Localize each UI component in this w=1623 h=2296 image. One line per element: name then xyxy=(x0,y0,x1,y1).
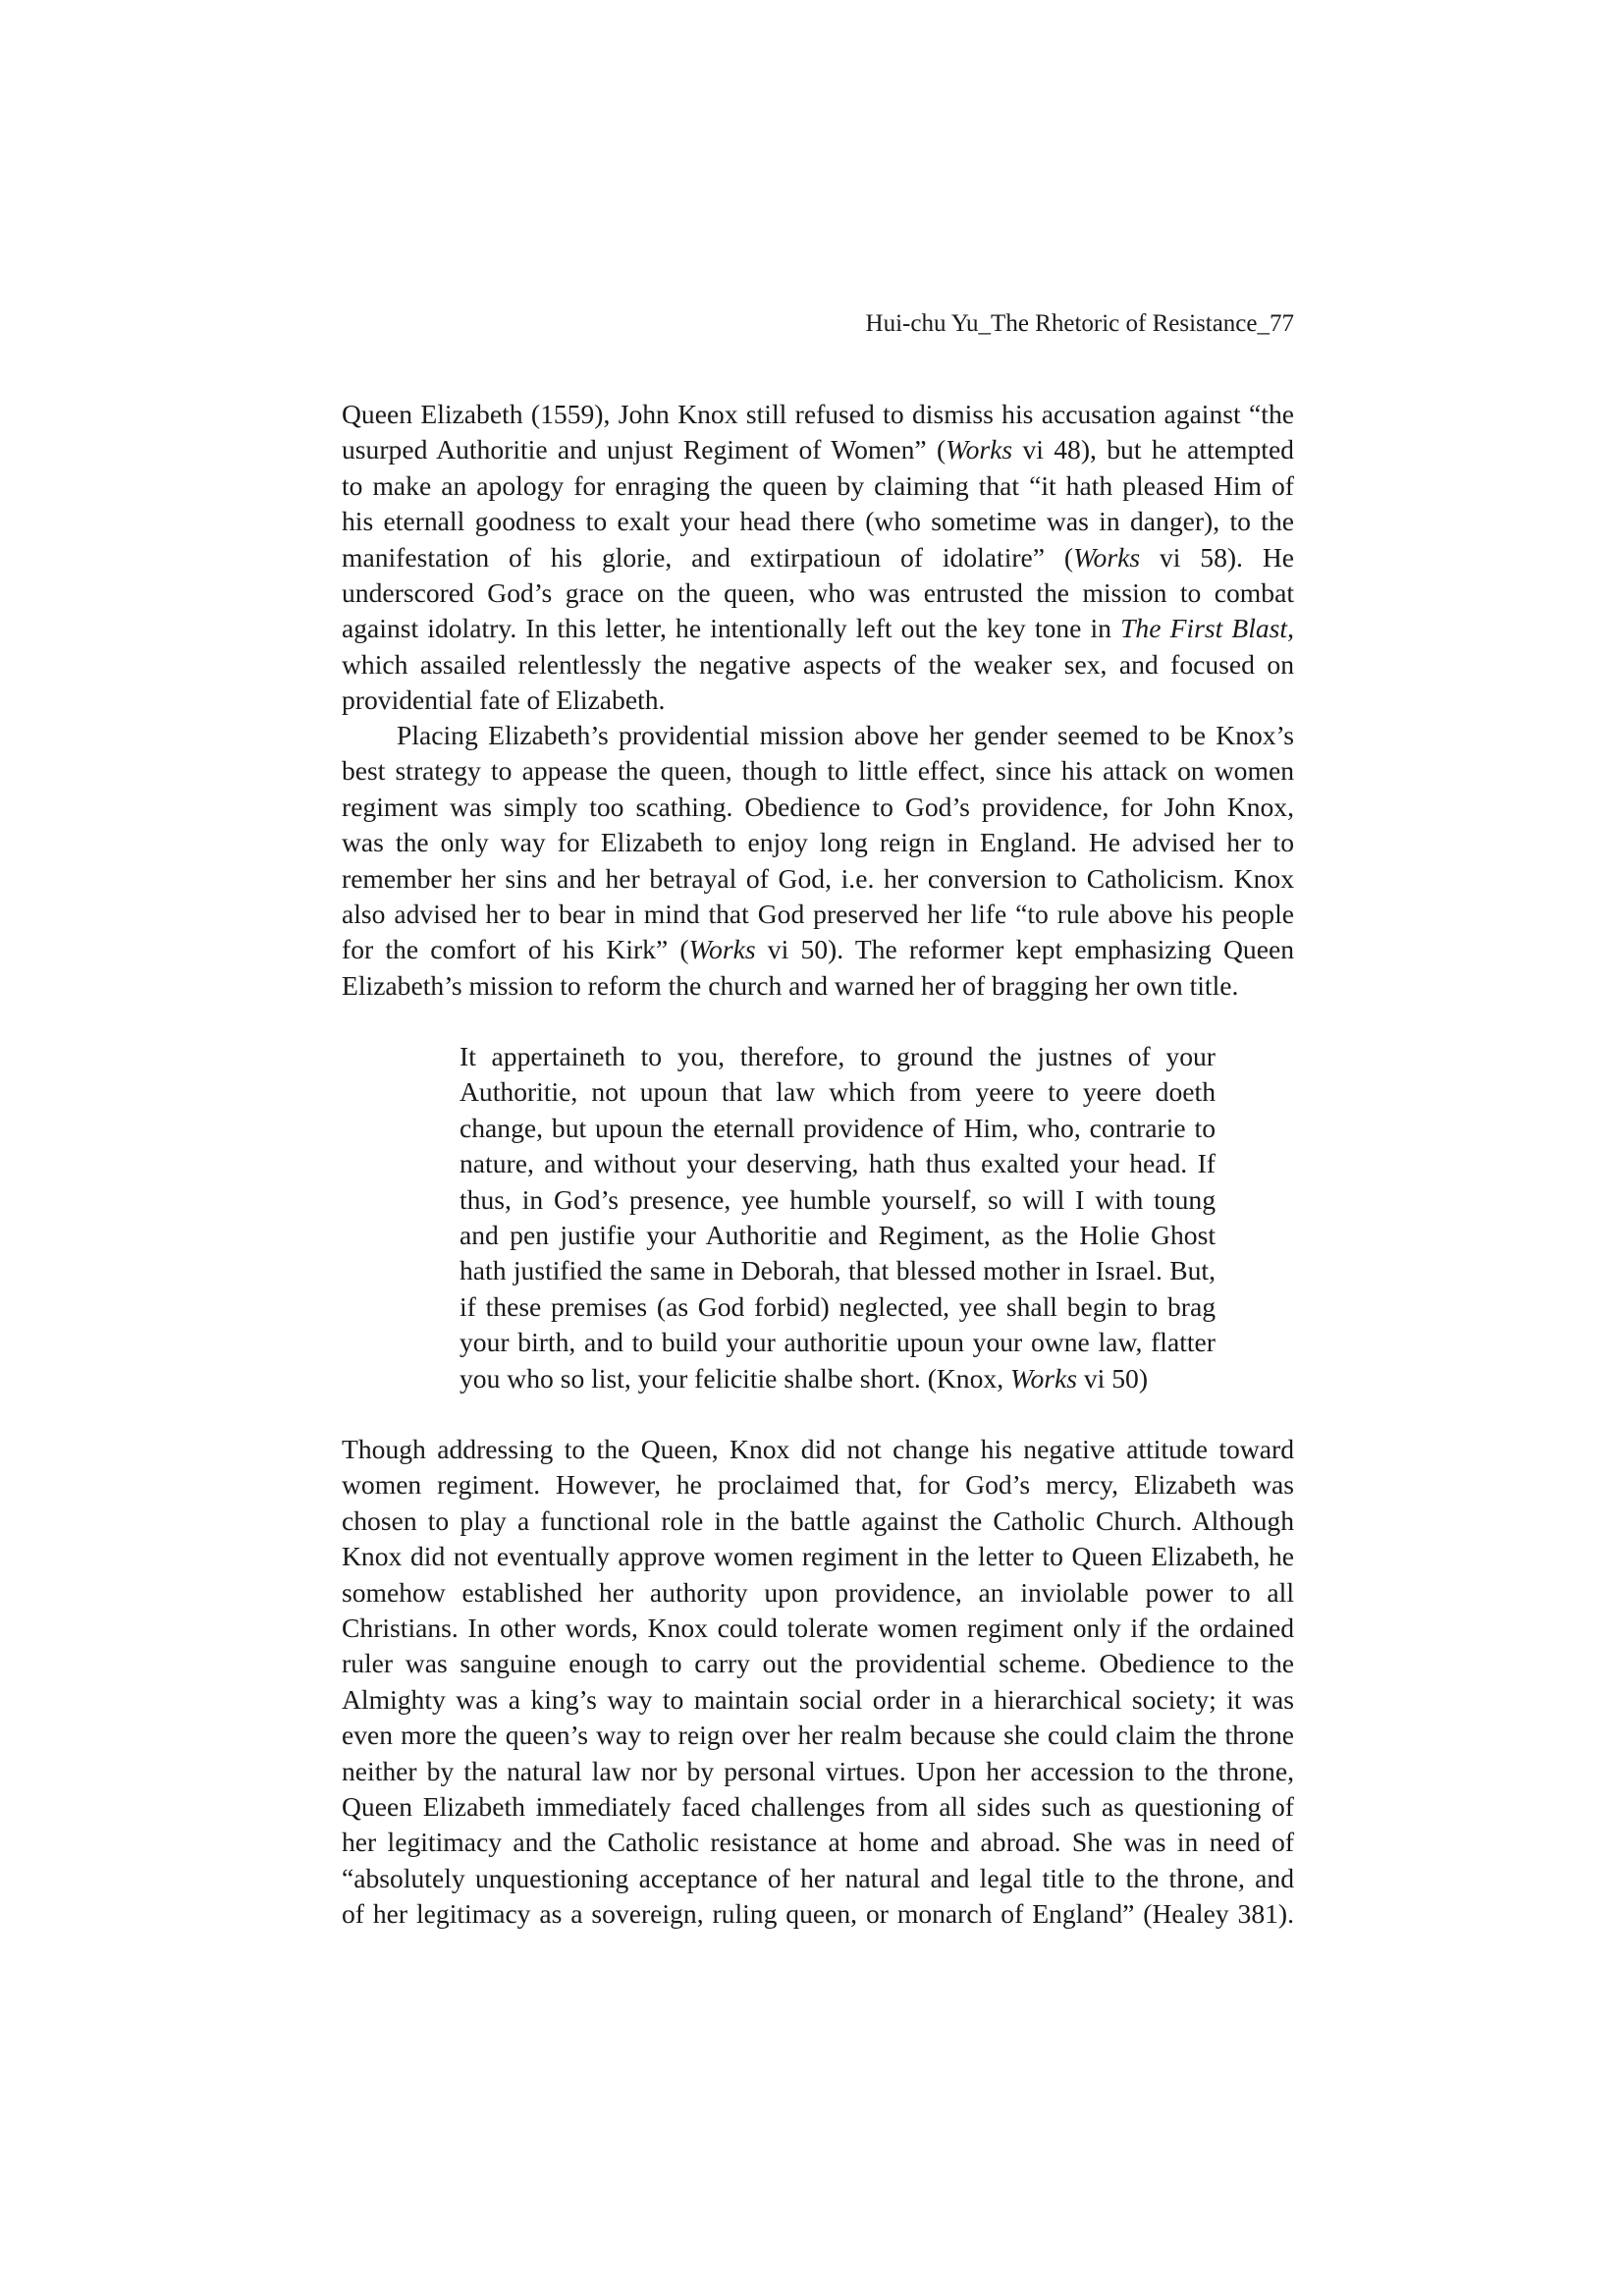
text-line: also advised her to bear in mind that God preserved her life “to rule above his people xyxy=(342,899,1294,930)
paragraph-3 xyxy=(342,1432,1294,1933)
text-line: best strategy to appease the queen, though to little effect, since his attack on women xyxy=(342,755,1294,787)
text-line: Placing Elizabeth’s providential mission above her gender seemed to be Knox’s xyxy=(397,720,1294,750)
text-line: manifestation of his glorie, and extirpatioun of idolatire” (Works vi 58). He xyxy=(342,541,1294,573)
text-line: Queen Elizabeth immediately faced challenges from all sides such as questioning of xyxy=(342,1791,1294,1823)
text-line: somehow established her authority upon providence, an inviolable power to all xyxy=(342,1576,1294,1608)
running-head: Hui-chu Yu_The Rhetoric of Resistance_77 xyxy=(865,310,1294,337)
text-line: providential fate of Elizabeth. xyxy=(342,684,666,716)
paragraph-1 xyxy=(342,397,1294,719)
text-line: of her legitimacy as a sovereign, ruling queen, or monarch of England” (Healey 381). xyxy=(342,1898,1294,1930)
text-line: Knox did not eventually approve women regiment in the letter to Queen Elizabeth, he xyxy=(342,1541,1294,1572)
italic-title: The First Blast xyxy=(1120,613,1288,644)
text-line: “absolutely unquestioning acceptance of her natural and legal title to the throne, and xyxy=(342,1862,1294,1893)
text-line: his eternall goodness to exalt your head there (who sometime was in danger), to the xyxy=(342,506,1294,537)
text-line: usurped Authoritie and unjust Regiment of Women” (Works vi 48), but he attempted xyxy=(342,434,1294,465)
text-line: neither by the natural law nor by personal virtues. Upon her accession to the throne, xyxy=(342,1755,1294,1786)
text-line: chosen to play a functional role in the battle against the Catholic Church. Although xyxy=(342,1504,1294,1536)
quote-line: change, but upoun the eternall providence of Him, who, contrarie to xyxy=(460,1112,1216,1143)
quote-line: hath justified the same in Deborah, that blessed mother in Israel. But, xyxy=(460,1255,1216,1286)
text-line: even more the queen’s way to reign over her realm because she could claim the throne xyxy=(342,1720,1294,1751)
text-line: was the only way for Elizabeth to enjoy long reign in England. He advised her to xyxy=(342,827,1294,858)
quote-line: if these premises (as God forbid) neglected, yee shall begin to brag xyxy=(460,1290,1216,1322)
quote-line: nature, and without your deserving, hath thus exalted your head. If xyxy=(460,1148,1216,1179)
quote-line: thus, in God’s presence, yee humble yourself, so will I with toung xyxy=(460,1183,1216,1215)
italic-title: Works xyxy=(1073,541,1141,573)
text-line: her legitimacy and the Catholic resistance at home and abroad. She was in need of xyxy=(342,1827,1294,1858)
text-line: to make an apology for enraging the queen by claiming that “it hath pleased Him of xyxy=(342,469,1294,501)
text-line: which assailed relentlessly the negative aspects of the weaker sex, and focused on xyxy=(342,648,1294,680)
text-line: remember her sins and her betrayal of God, i.e. her conversion to Catholicism. Knox xyxy=(342,862,1294,894)
text-line: Christians. In other words, Knox could tolerate women regiment only if the ordained xyxy=(342,1613,1294,1644)
text-line: for the comfort of his Kirk” (Works vi 50). The reformer kept emphasizing Queen xyxy=(342,934,1294,965)
text-line: Elizabeth’s mission to reform the church and warned her of bragging her own title. xyxy=(342,969,1239,1001)
quote-line: and pen justifie your Authoritie and Regiment, as the Holie Ghost xyxy=(460,1220,1216,1251)
italic-title: Works xyxy=(688,934,756,965)
text-line: underscored God’s grace on the queen, who was entrusted the mission to combat xyxy=(342,577,1294,609)
text-line: Almighty was a king’s way to maintain social order in a hierarchical society; it was xyxy=(342,1683,1294,1715)
text-line: women regiment. However, he proclaimed that, for God’s mercy, Elizabeth was xyxy=(342,1469,1294,1501)
text-line: against idolatry. In this letter, he intentionally left out the key tone in The First Blast, xyxy=(342,613,1294,644)
text-line: Though addressing to the Queen, Knox did not change his negative attitude toward xyxy=(342,1434,1294,1464)
quote-line: your birth, and to build your authoritie upoun your owne law, flatter xyxy=(460,1327,1216,1358)
block-quote xyxy=(460,1039,1216,1396)
quote-line: you who so list, your felicitie shalbe short. (Knox, Works vi 50) xyxy=(460,1362,1149,1394)
italic-title: Works xyxy=(946,434,1013,465)
text-line: regiment was simply too scathing. Obedience to God’s providence, for John Knox, xyxy=(342,791,1294,822)
paragraph-2 xyxy=(342,718,1294,1004)
italic-title: Works xyxy=(1010,1362,1077,1394)
quote-line: Authoritie, not upoun that law which from yeere to yeere doeth xyxy=(460,1076,1216,1108)
text-line: Queen Elizabeth (1559), John Knox still refused to dismiss his accusation against “the xyxy=(342,399,1294,429)
text-line: ruler was sanguine enough to carry out the providential scheme. Obedience to the xyxy=(342,1648,1294,1679)
quote-line: It appertaineth to you, therefore, to ground the justnes of your xyxy=(460,1041,1216,1071)
